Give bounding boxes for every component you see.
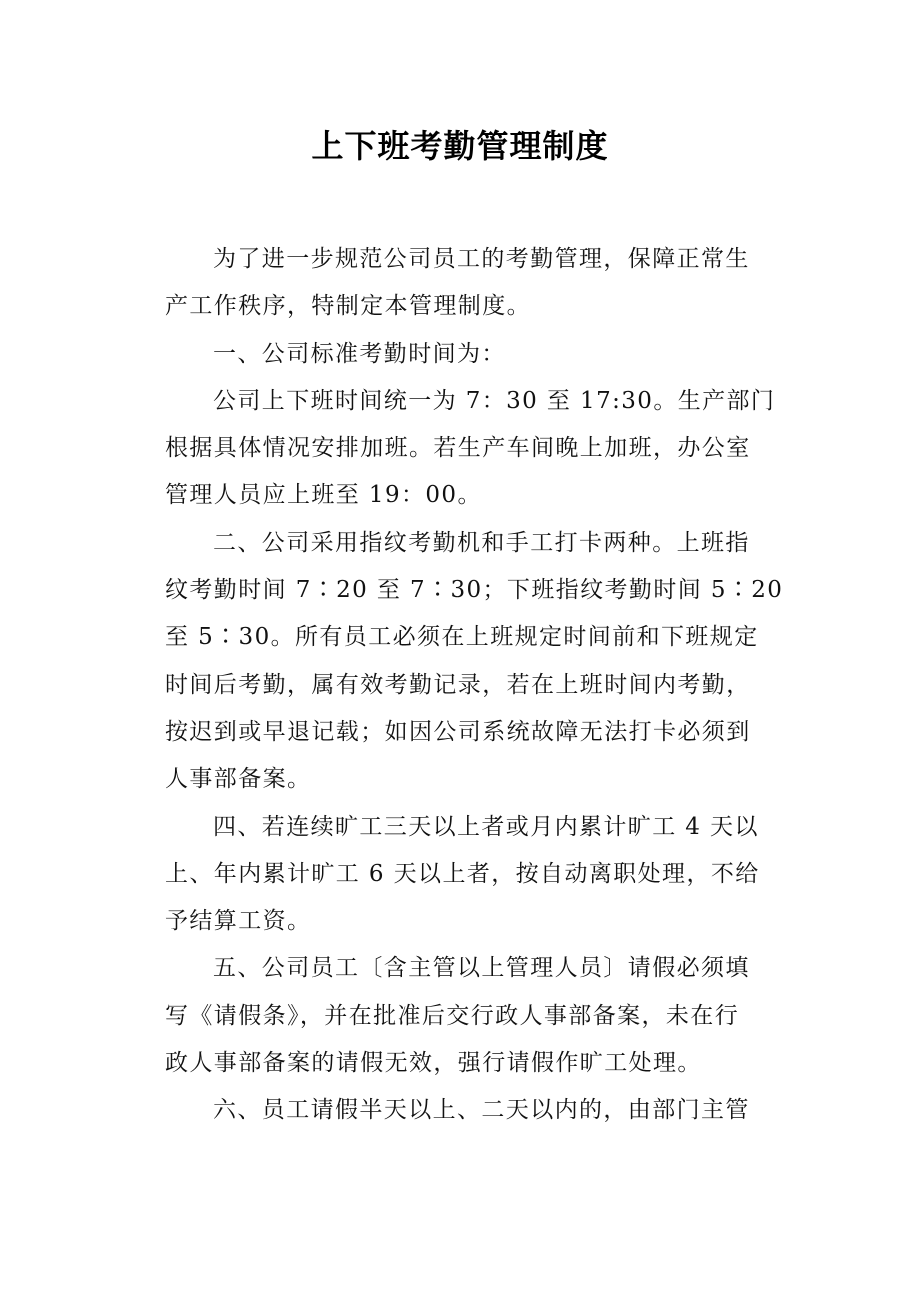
paragraph-line: 政人事部备案的请假无效，强行请假作旷工处理。	[165, 1050, 702, 1077]
paragraph-line: 二、公司采用指纹考勤机和手工打卡两种。上班指	[213, 529, 750, 556]
paragraph-line: 管理人员应上班至 19：00。	[165, 482, 482, 509]
paragraph-line: 写《请假条》，并在批准后交行政人事部备案，未在行	[165, 1002, 740, 1029]
paragraph-line: 按迟到或早退记载；如因公司系统故障无法打卡必须到	[165, 718, 751, 745]
paragraph-line: 四、若连续旷工三天以上者或月内累计旷工 4 天以	[213, 813, 759, 840]
paragraph-line: 五、公司员工〔含主管以上管理人员〕请假必须填	[213, 955, 750, 982]
paragraph-line: 纹考勤时间 7∶20 至 7∶30；下班指纹考勤时间 5∶20	[165, 577, 784, 604]
paragraph-line: 根据具体情况安排加班。若生产车间晚上加班，办公室	[165, 435, 751, 462]
paragraph-line: 上、年内累计旷工 6 天以上者，按自动离职处理，不给	[165, 860, 760, 887]
section-heading: 一、公司标准考勤时间为：	[213, 340, 506, 367]
paragraph-line: 时间后考勤，属有效考勤记录，若在上班时间内考勤，	[165, 671, 751, 698]
document-title: 上下班考勤管理制度	[311, 127, 609, 165]
document-body	[165, 236, 784, 1135]
paragraph-line: 六、员工请假半天以上、二天以内的，由部门主管	[213, 1097, 750, 1124]
paragraph-line: 为了进一步规范公司员工的考勤管理，保障正常生	[213, 246, 750, 272]
paragraph-line: 至 5∶30。所有员工必须在上班规定时间前和下班规定	[165, 624, 759, 651]
paragraph-line: 产工作秩序，特制定本管理制度。	[165, 293, 531, 320]
paragraph-line: 公司上下班时间统一为 7：30 至 17:30。生产部门	[213, 387, 776, 414]
paragraph-line: 予结算工资。	[165, 908, 312, 935]
paragraph-line: 人事部备案。	[165, 766, 312, 793]
